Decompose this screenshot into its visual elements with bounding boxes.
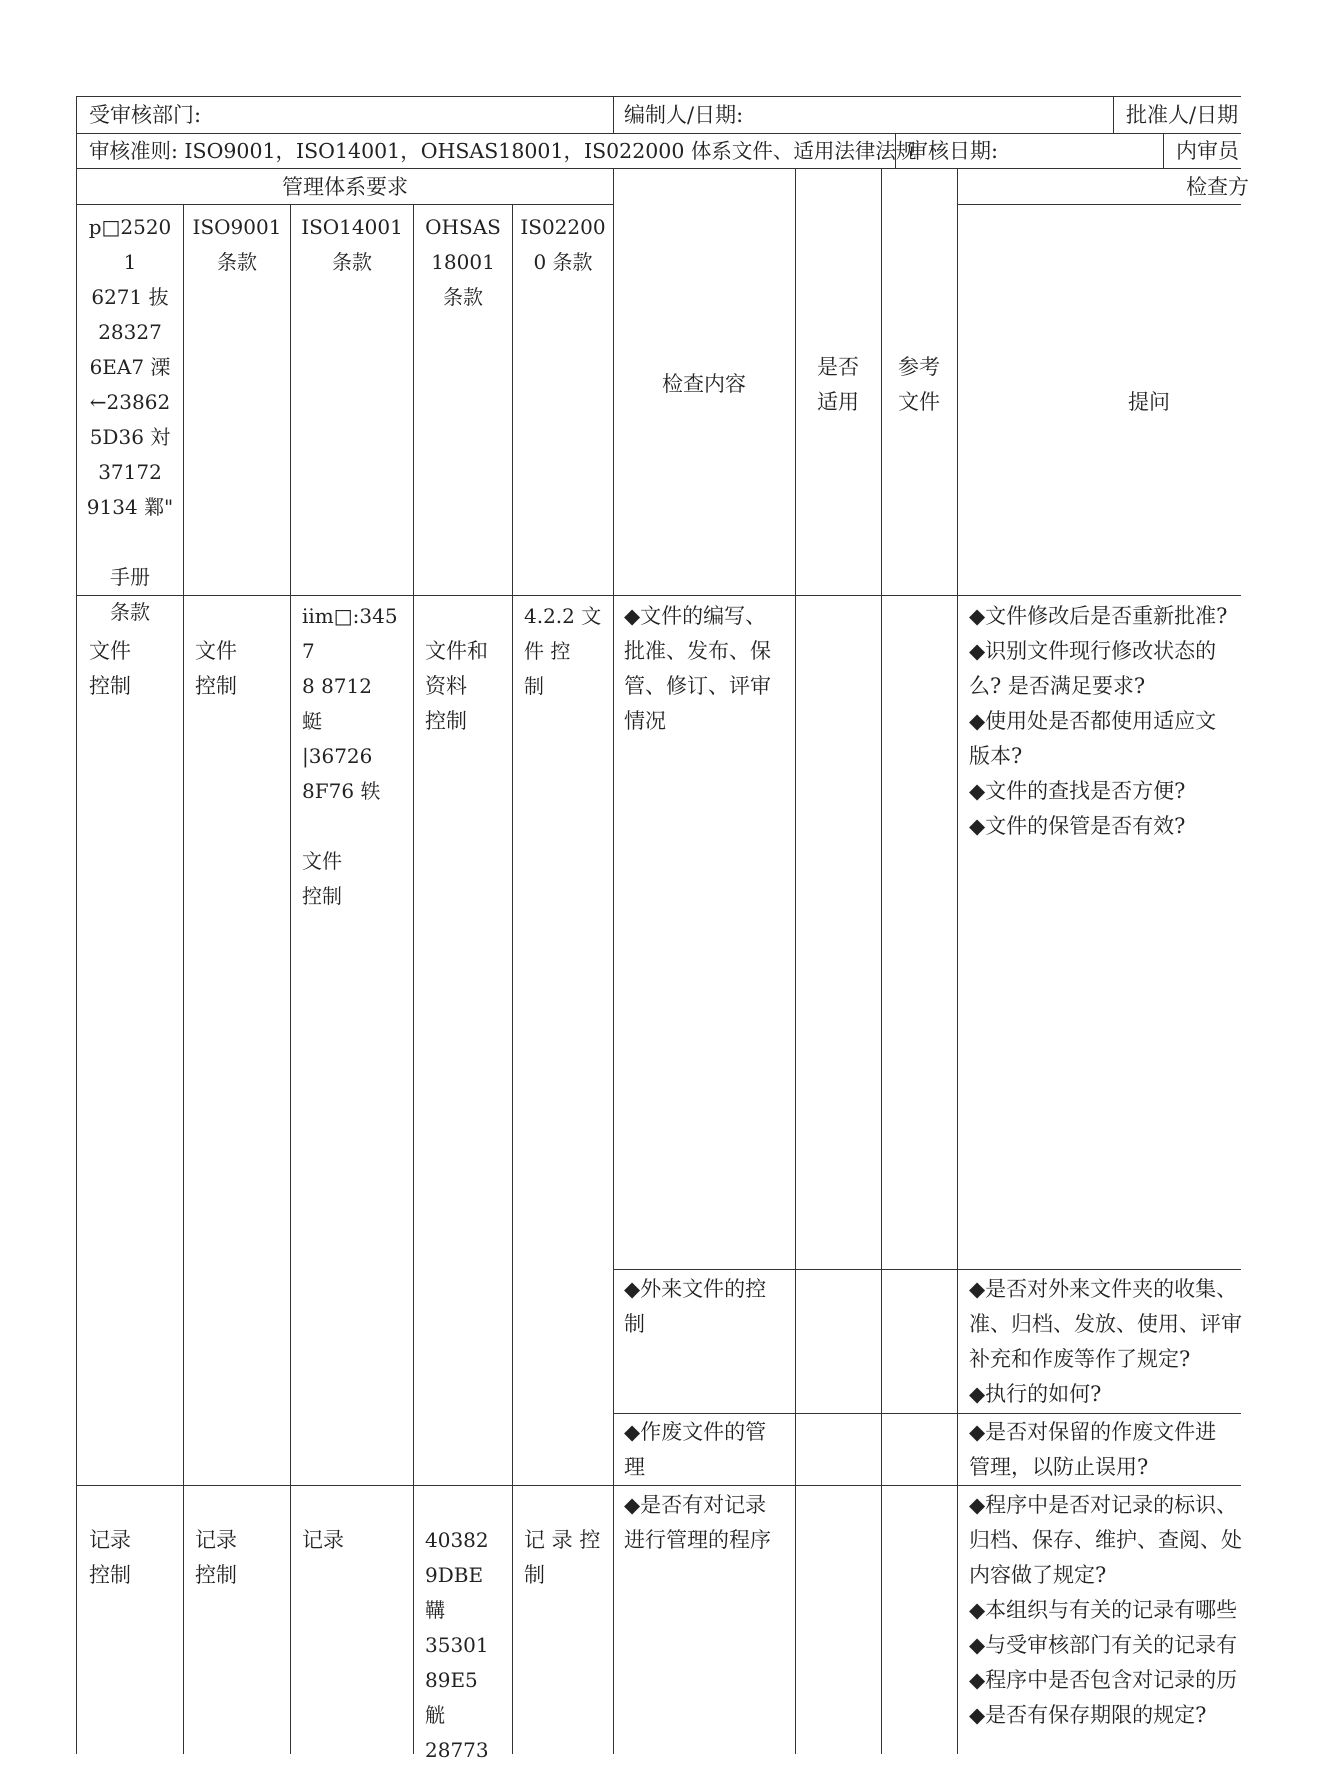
rule-column-headers — [76, 595, 1241, 596]
rule-col-5 — [613, 168, 614, 1754]
rule-doc-row-3 — [613, 1413, 1241, 1414]
rule-header-split-2 — [1113, 96, 1114, 133]
col-ohsas18001: OHSAS 18001 条款 — [425, 215, 501, 309]
col-iso22000: IS02200 0 条款 — [520, 215, 606, 274]
doc-row-3-question: ◆是否对保留的作废文件进 管理，以防止误用? — [969, 1420, 1217, 1479]
doc-row-1-content: ◆文件的编写、 批准、发布、保 管、修订、评审 情况 — [624, 604, 771, 733]
col-check-content: 检查内容 — [662, 372, 746, 396]
rule-col-1 — [183, 204, 184, 1754]
record-row-content: ◆是否有对记录 进行管理的程序 — [624, 1493, 771, 1552]
doc-control-manual: 文件 控制 — [89, 639, 131, 698]
audit-date-label: 审核日期: — [907, 139, 999, 163]
record-control-ohsas: 40382 9DBE 鞲 35301 89E5 觥 28773 — [425, 1528, 489, 1762]
record-control-iso22000: 记 录 控 制 — [524, 1528, 601, 1587]
doc-control-iso9001: 文件 控制 — [195, 639, 237, 698]
record-control-manual: 记录 控制 — [89, 1528, 131, 1587]
doc-row-2-question: ◆是否对外来文件夹的收集、 准、归档、发放、使用、评审 补充和作废等作了规定? ◆执行的如何? — [969, 1277, 1242, 1406]
col-manual-clause: p□25201 6271 抜 28327 6EA7 溧 ←23862 5D36 対 37172 9134 鄴" 手册 条款 — [86, 215, 174, 624]
col-question: 提问 — [1128, 390, 1170, 414]
record-control-iso9001: 记录 控制 — [195, 1528, 237, 1587]
col-iso14001: ISO14001 条款 — [301, 215, 403, 274]
doc-row-2-content: ◆外来文件的控 制 — [624, 1277, 767, 1336]
record-row-question: ◆程序中是否对记录的标识、 归档、保存、维护、查阅、处 内容做了规定? ◆本组织与有关的记录有哪些 ◆与受审核部门有关的记录有 ◆程序中是否包含对记录的历 ◆是否有保存期限的规定? — [969, 1493, 1242, 1727]
approver-label: 批准人/日期 — [1126, 103, 1239, 127]
doc-row-1-question: ◆文件修改后是否重新批准? ◆识别文件现行修改状态的 么? 是否满足要求? ◆使用处是否都使用适应文 版本? ◆文件的查找是否方便? ◆文件的保管是否有效? — [969, 604, 1228, 838]
rule-header-split-1 — [613, 96, 614, 133]
rule-col-3 — [413, 204, 414, 1754]
rule-top — [76, 96, 1241, 97]
col-reference-doc: 参考 文件 — [898, 355, 940, 414]
rule-header-split-4 — [1163, 133, 1164, 168]
record-control-iso14001: 记录 — [302, 1528, 344, 1552]
dept-label: 受审核部门: — [89, 103, 202, 127]
col-iso9001: ISO9001 条款 — [192, 215, 282, 274]
section-check-method: 检查方 — [1186, 175, 1249, 199]
rule-record-section — [76, 1485, 1241, 1486]
rule-left — [76, 96, 77, 1754]
col-applicable: 是否 适用 — [817, 355, 859, 414]
doc-control-ohsas: 文件和 资料 控制 — [425, 639, 488, 733]
rule-col-2 — [290, 204, 291, 1754]
doc-row-3-content: ◆作废文件的管 理 — [624, 1420, 767, 1479]
rule-doc-row-2 — [613, 1269, 1241, 1270]
doc-control-iso14001: iim□:3457 8 8712 蜓 |36726 8F76 轶 文件 控制 — [302, 604, 398, 908]
rule-col-4 — [512, 204, 513, 1754]
doc-control-iso22000: 4.2.2 文 件 控 制 — [524, 604, 602, 698]
auditor-label: 内审员 — [1176, 139, 1239, 163]
audit-criteria: 审核准则: ISO9001，ISO14001，OHSAS18001，IS022000 体系文件、适用法律法规 — [89, 139, 917, 163]
preparer-label: 编制人/日期: — [624, 103, 744, 127]
section-mgmt-requirements: 管理体系要求 — [282, 175, 408, 199]
